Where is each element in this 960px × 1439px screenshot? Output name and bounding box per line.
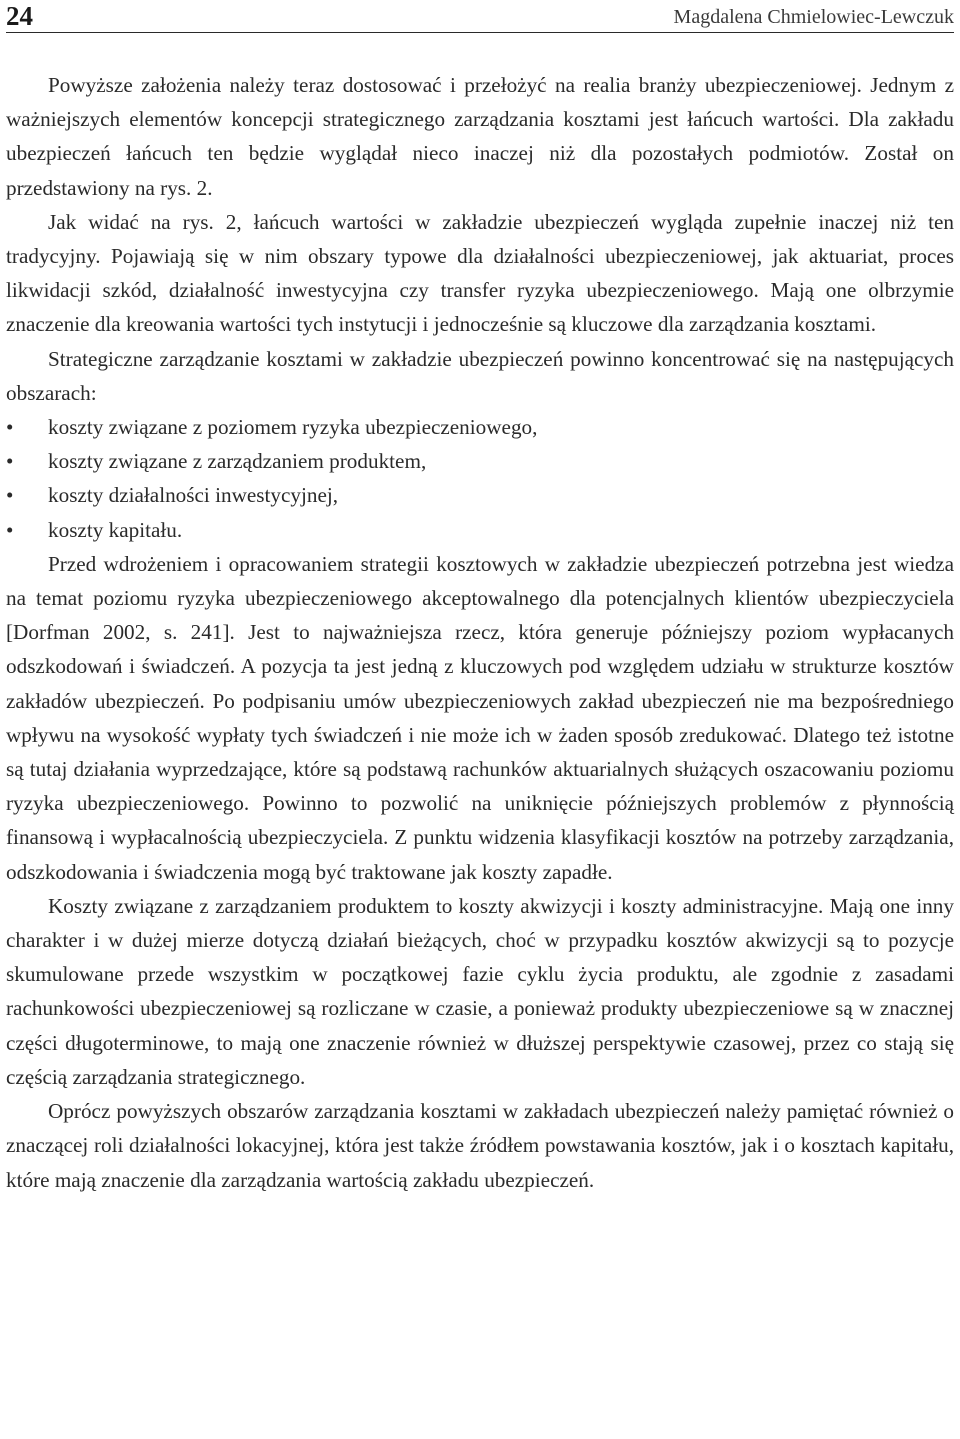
running-header: [6, 0, 954, 33]
paragraph-6: Oprócz powyższych obszarów zarządzania kosztami w zakładach ubezpieczeń należy pamiętać również o znaczącej roli działalności lokacyjnej, która jest także źródłem powstawania kosztów, jak i o kosztach kapitału, które mają znaczenie dla zarządzania wartością zakładu ubezpieczeń.: [6, 1099, 954, 1192]
list-item-text: koszty związane z zarządzaniem produktem,: [48, 449, 427, 474]
cost-areas-list: [6, 410, 954, 547]
bullet-icon: •: [6, 415, 14, 440]
list-item: [6, 478, 954, 512]
list-item-text: koszty związane z poziomem ryzyka ubezpieczeniowego,: [48, 415, 538, 440]
page-number: 24: [6, 1, 33, 31]
bullet-icon: •: [6, 483, 14, 508]
paragraph-1: Powyższe założenia należy teraz dostosować i przełożyć na realia branży ubezpieczeniowej. Jednym z ważniejszych elementów koncepcji strategicznego zarządzania kosztami jest łańcuch wartości. Dla zakładu ubezpieczeń łańcuch ten będzie wyglądał nieco inaczej niż dla pozostałych podmiotów. Został on przedstawiony na rys. 2.: [6, 73, 954, 200]
list-item: [6, 513, 954, 547]
list-item-text: koszty kapitału.: [48, 517, 183, 542]
paragraph-4: Przed wdrożeniem i opracowaniem strategii kosztowych w zakładzie ubezpieczeń potrzebna jest wiedza na temat poziomu ryzyka ubezpieczeniowego akceptowalnego dla potencjalnych klientów ubezpieczyciela [Dorfman 2002, s. 241]. Jest to najważniejsza rzecz, która generuje późniejszy poziom wypłacanych odszkodowań i świadczeń. A pozycja ta jest jedną z kluczowych pod względem udziału w strukturze kosztów zakładów ubezpieczeń. Po podpisaniu umów ubezpieczeniowych zakład ubezpieczeń nie ma bezpośredniego wpływu na wysokość wypłaty tych świadczeń i nie może ich w żaden sposób zredukować. Dlatego też istotne są tutaj działania wyprzedzające, które są podstawą rachunków aktuarialnych służących oszacowaniu poziomu ryzyka ubezpieczeniowego. Powinno to pozwolić na uniknięcie późniejszych problemów z płynnością finansową i wypłacalnością ubezpieczyciela. Z punktu widzenia klasyfikacji kosztów na potrzeby zarządzania, odszkodowania i świadczenia mogą być traktowane jak koszty zapadłe.: [6, 551, 954, 884]
body-text: [6, 68, 954, 1197]
paragraph-2: Jak widać na rys. 2, łańcuch wartości w zakładzie ubezpieczeń wygląda zupełnie inaczej niż ten tradycyjny. Pojawiają się w nim obszary typowe dla działalności ubezpieczeniowej, jak aktuariat, proces likwidacji szkód, działalność inwestycyjna czy transfer ryzyka ubezpieczeniowego. Mają one olbrzymie znaczenie dla kreowania wartości tych instytucji i jednocześnie są kluczowe dla zarządzania kosztami.: [6, 209, 954, 337]
paragraph-5: Koszty związane z zarządzaniem produktem to koszty akwizycji i koszty administracyjne. Mają one inny charakter i w dużej mierze dotyczą działań bieżących, choć w przypadku kosztów akwizycji są to pozycje skumulowane przede wszystkim w początkowej fazie cyklu życia produktu, ale zgodnie z zasadami rachunkowości ubezpieczeniowej są rozliczane w czasie, a ponieważ produkty ubezpieczeniowe są w znacznej części długoterminowe, to mają one znaczenie również w dłuższej perspektywie czasowej, przez co stają się częścią zarządzania strategicznego.: [6, 893, 954, 1089]
bullet-icon: •: [6, 517, 14, 542]
list-item-text: koszty działalności inwestycyjnej,: [48, 483, 339, 508]
list-item: [6, 444, 954, 478]
running-header-author: Magdalena Chmielowiec-Lewczuk: [673, 6, 954, 28]
paragraph-3: Strategiczne zarządzanie kosztami w zakładzie ubezpieczeń powinno koncentrować się na następujących obszarach:: [6, 346, 954, 405]
bullet-icon: •: [6, 449, 14, 474]
list-item: [6, 410, 954, 444]
